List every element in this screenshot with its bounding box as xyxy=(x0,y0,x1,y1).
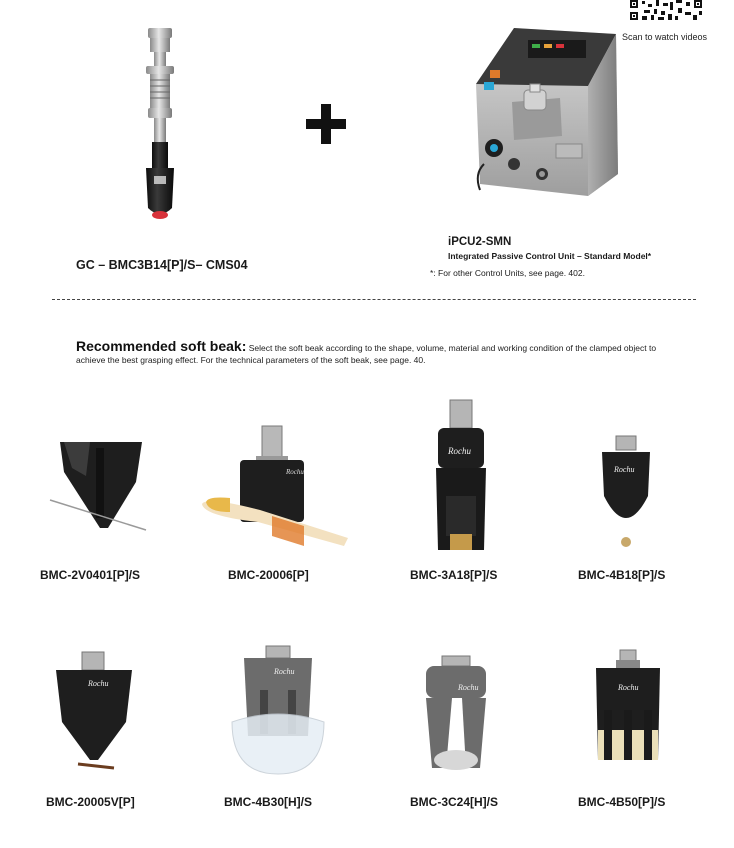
product-image-bmc-4b50 xyxy=(590,650,666,768)
qr-code-icon[interactable] xyxy=(630,0,702,20)
product-image-bmc-3a18 xyxy=(426,400,496,556)
product-label: BMC-20006[P] xyxy=(228,568,309,582)
gripper-model-label: GC – BMC3B14[P]/S– CMS04 xyxy=(76,258,248,272)
product-image-bmc-2v0401 xyxy=(50,442,150,532)
rochu-logo: Rochu xyxy=(274,667,295,676)
control-unit-model: iPCU2-SMN xyxy=(448,236,512,248)
product-label: BMC-20005V[P] xyxy=(46,795,135,809)
control-unit-footnote: *: For other Control Units, see page. 402. xyxy=(430,268,585,278)
section-divider xyxy=(52,299,696,300)
rochu-logo: Rochu xyxy=(448,446,471,456)
rochu-logo: Rochu xyxy=(618,683,639,692)
rochu-logo: Rochu xyxy=(458,683,479,692)
rochu-logo: Rochu xyxy=(614,465,635,474)
qr-caption: Scan to watch videos xyxy=(622,32,708,42)
product-label: BMC-4B30[H]/S xyxy=(224,795,313,809)
product-label: BMC-4B50[P]/S xyxy=(578,795,666,809)
gripper-product-image xyxy=(130,28,190,223)
rochu-logo: Rochu xyxy=(88,679,109,688)
product-label: BMC-3A18[P]/S xyxy=(410,568,498,582)
product-image-bmc-3c24 xyxy=(418,656,494,770)
rochu-logo: Rochu xyxy=(286,468,304,476)
recommendation-body: Select the soft beak according to the shape, volume, material and working condition of the clamped object to achieve the best grasping effect. For the technical parameters of the soft beak, see page. 40. xyxy=(76,343,657,365)
product-label: BMC-2V0401[P]/S xyxy=(40,568,141,582)
product-label: BMC-4B18[P]/S xyxy=(578,568,666,582)
recommendation-paragraph xyxy=(76,340,676,366)
plus-icon xyxy=(306,104,346,144)
product-image-bmc-20005v xyxy=(52,652,136,772)
product-image-bmc-20006 xyxy=(200,426,348,550)
product-label: BMC-3C24[H]/S xyxy=(410,795,499,809)
control-unit-description: Integrated Passive Control Unit – Standard Model* xyxy=(448,251,652,261)
product-image-bmc-4b18 xyxy=(598,436,654,548)
recommendation-heading: Recommended soft beak: xyxy=(76,338,247,354)
product-image-bmc-4b30 xyxy=(230,646,326,776)
control-unit-product-image xyxy=(470,24,622,204)
